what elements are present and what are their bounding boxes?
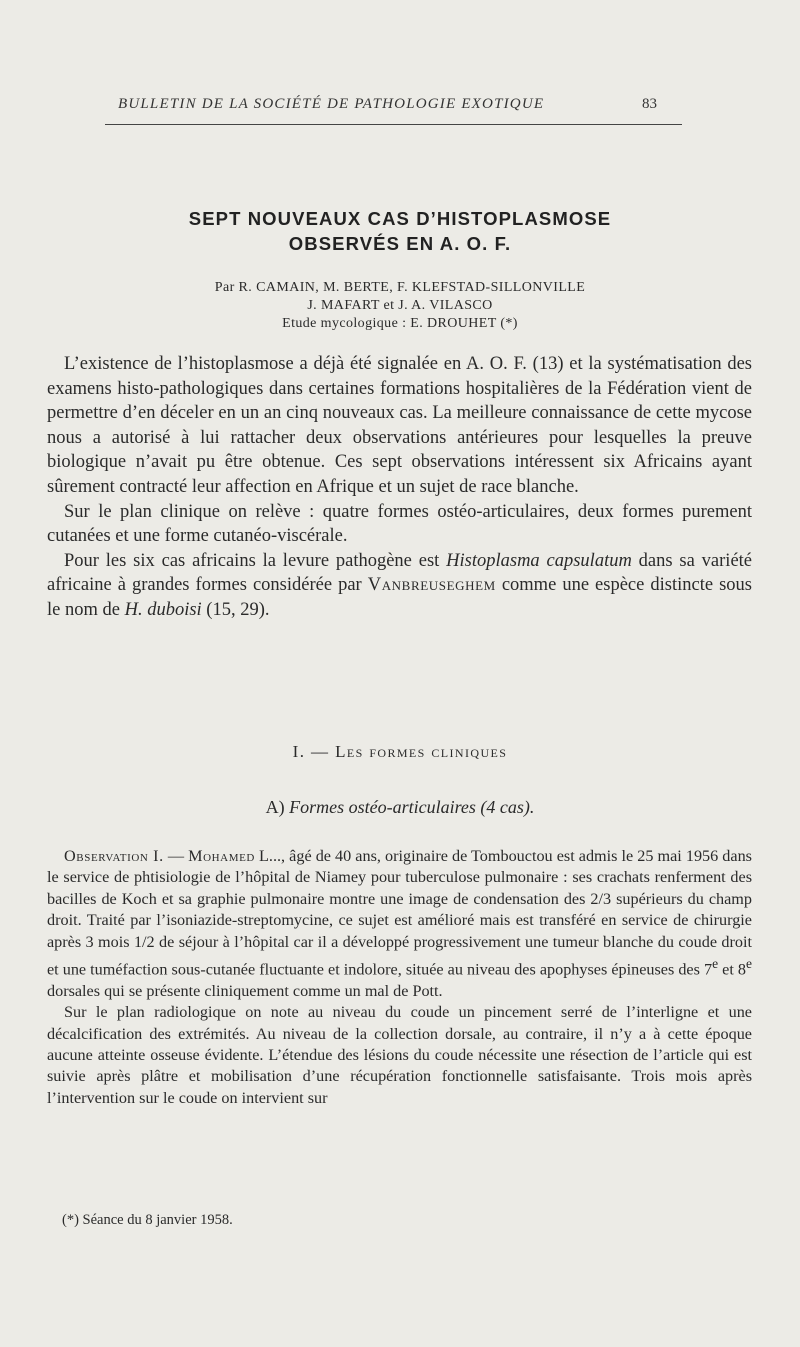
article-title-line-2: OBSERVÉS EN A. O. F. [288, 233, 512, 254]
superscript-2: e [746, 956, 752, 972]
header-rule [105, 124, 682, 125]
page-number: 83 [642, 96, 657, 112]
intro-p3-text-a: Pour les six cas africains la levure pathogène est [64, 550, 447, 571]
observation-paragraph-1 [47, 846, 752, 1002]
section-heading: I. — Les formes cliniques [292, 742, 508, 761]
observation-p1-end: dorsales qui se présente cliniquement comme un mal de Pott. [47, 981, 443, 1000]
intro-p3-text-b: dans sa variété africaine à grandes formes considérée par [47, 550, 753, 596]
observation-p1-mid: et 8 [718, 960, 746, 979]
subsection-heading [60, 797, 740, 818]
journal-title: BULLETIN DE LA SOCIÉTÉ DE PATHOLOGIE EXOTIQUE [118, 96, 545, 112]
observation-text [47, 846, 752, 1109]
footnote: (*) Séance du 8 janvier 1958. [62, 1212, 233, 1228]
observation-dash: — [163, 847, 189, 865]
authors-line-2: J. MAFART et J. A. VILASCO [307, 298, 493, 313]
patient-name: Mohamed [188, 847, 255, 865]
intro-paragraph-2: Sur le plan clinique on relève : quatre formes ostéo-articulaires, deux formes purement cutanées et une forme cutanéo-viscérale. [47, 501, 752, 547]
observation-label: Observation I. [64, 847, 164, 865]
observation-paragraph-2: Sur le plan radiologique on note au niveau du coude un pincement serré de l’interligne et une décalcification des extrémités. Au niveau de la collection dorsale, au contraire, il n’y a à cette époque aucune atteinte osseuse évidente. L’étendue des lésions du coude nécessite une résection de l’article qui est suivie après plâtre et mobilisation d’une récupération fonctionnelle satisfaisante. Trois mois après l’intervention sur le coude on intervient sur [47, 1003, 752, 1107]
subsection-label: A) [265, 797, 290, 817]
superscript-1: e [712, 956, 719, 972]
subsection-title: Formes ostéo-articulaires (4 cas). [289, 797, 535, 817]
article-title-line-1: SEPT NOUVEAUX CAS D’HISTOPLASMOSE [188, 208, 612, 229]
intro-p3-author: Vanbreuseghem [367, 575, 496, 596]
intro-text [47, 352, 752, 623]
intro-p3-species-name: H. duboisi [124, 599, 202, 620]
intro-paragraph-1: L’existence de l’histoplasmose a déjà été signalée en A. O. F. (13) et la systématisation des examens histo-pathologiques dans certaines formations hospitalières de la Fédération vient de permettre d’en déceler en un an cinq nouveaux cas. La meilleure connaissance de cette mycose nous a autorisé à lui rattacher deux observations antérieures pour lesquelles la preuve biologique n’avait pu être obtenue. Ces sept observations intéressent six Africains ayant sûrement contracté leur affection en Afrique et un sujet de race blanche. [47, 354, 752, 497]
intro-p3-text-d: (15, 29). [201, 599, 270, 620]
intro-p3-species: Histoplasma capsulatum [446, 550, 632, 571]
intro-paragraph-3 [47, 549, 752, 623]
intro-p3-text-c: comme une espèce distincte sous le nom de [47, 575, 752, 620]
authors-line-3: Etude mycologique : E. DROUHET (*) [282, 316, 518, 331]
authors-line-1: Par R. CAMAIN, M. BERTE, F. KLEFSTAD-SILLONVILLE [214, 280, 586, 295]
observation-p1-body: L..., âgé de 40 ans, originaire de Tombouctou est admis le 25 mai 1956 dans le service de phtisiologie de l’hôpital de Niamey pour tuberculose pulmonaire : ses crachats renferment des bacilles de Koch et sa graphie pulmonaire montre une image de condensation des 2/3 supérieurs du champ droit. Traité par l’isoniazide-streptomycine, ce sujet est amélioré mais est transféré en service de chirurgie après 3 mois 1/2 de séjour à l’hôpital car il a développé progressivement une tumeur blanche du coude droit et une tuméfaction sous-cutanée fluctuante et indolore, située au niveau des apophyses épineuses des 7 [47, 847, 752, 979]
